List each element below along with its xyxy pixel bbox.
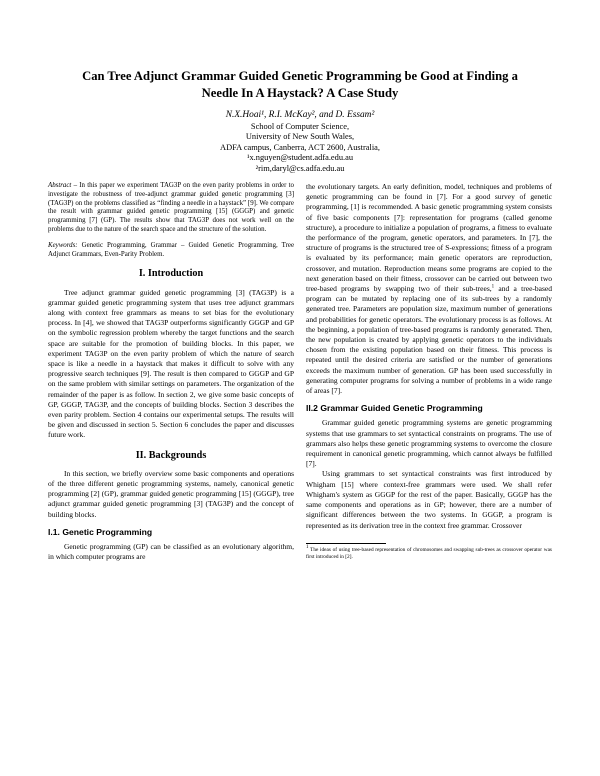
- paper-title: Can Tree Adjunct Grammar Guided Genetic Programming be Good at Finding a Needle In A Haystack? A Case Study: [82, 69, 518, 100]
- introduction-paragraph: Tree adjunct grammar guided genetic programming [3] (TAG3P) is a grammar guided genetic programming system that uses tree adjunct grammars along with context free grammars as means to set bias for the evolutionary process. In [4], we showed that TAG3P outperforms significantly GGGP and GP on the symbolic regression problem whereby the target functions and the search space are suitable for the promotion of building blocks. In this paper, we experiment TAG3P on the even parity problem of which the nature of search space is like a needle in a haystack that makes it difficult to solve with any progressive search techniques [9]. The result is then compared to GGGP and GP on the same problem with similar settings on parameters. The organization of the remainder of the paper is as follow. In section 2, we give some basic concepts of GP, GGGP, TAG3P, and the concepts of building blocks. Section 3 describes the even parity problem. Section 4 contains our experimental setups. The results will be given and discussed in section 5. Section 6 concludes the paper and discusses future work.: [48, 287, 294, 440]
- gp-paragraph-continued: the evolutionary targets. An early definition, model, techniques and problems of genetic programming can be found in [7]. For a good survey of genetic programming, [1] is recommended. A basic genetic programming system consists of five basic components [7]: representation for programs (called genome structure), a procedure to initialize a population of programs, a fitness to evaluate the performance of the program, genetic operators, and parameters. In [7], the structure of programs is the structured tree of S-expressions; fitness of a program is evaluated by its performance; main genetic operators are reproduction, crossover, and mutation. Reproduction means some programs are copied to the next generation based on their fitness, crossover can be carried out between two tree-based programs by swapping two of their sub-trees,$^1$ and a tree-based program can be mutated by replacing one of its sub-trees by a randomly generated tree. Parameters are population size, maximum number of generations and probabilities for genetic operators. The evolutionary process is as follows. At the beginning, a population of tree-based programs is randomly generated. Then, the new population is created by applying genetic operators to the individuals chosen from the existing population based on their fitness. This process is repeated until the desired criteria are satisfied or the number of generations exceeds the maximum number of generation. GP has been used successfully in generating computer programs for solving a number of problems in a wide range of areas [7].: [306, 182, 552, 396]
- gggp-paragraph: Using grammars to set syntactical constraints was first introduced by Whigham [15] where context-free grammars were used. We shall refer Whigham's system as GGGP for the rest of the paper. Basically, GGGP has the same components and operations as in GP; however, there are a number of significant differences between the two systems. In GGGP, a program is represented as its derivation tree in the context free grammar. Crossover: [306, 469, 552, 530]
- section-heading-backgrounds: II. Backgrounds: [135, 449, 207, 461]
- abstract-text: In this paper we experiment TAG3P on the even parity problems in order to investigate the robustness of tree-adjunct grammar guided genetic programming [3] (TAG3P) on the problems classified as “finding a needle in a haystack” [9]. We compare the result with grammar guided genetic programming [15] (GGGP) and genetic programming [7] (GP). The results show that TAG3P does not work well on the problems due to the nature of the search space and the structure of the solution.: [48, 182, 294, 233]
- footnote-mark: 1: [306, 544, 309, 550]
- footnote-divider: [306, 543, 386, 544]
- keywords: [48, 242, 294, 260]
- keywords-text: Genetic Programming, Grammar – Guided Genetic Programming, Tree Adjunct Grammars, Even-Parity Problem.: [48, 241, 294, 258]
- footnote-reference: 1: [491, 284, 495, 290]
- author-block: [150, 110, 450, 175]
- right-column: [306, 182, 552, 561]
- author-email: ¹x.nguyen@student.adfa.edu.au: [246, 153, 354, 163]
- gp-paragraph: Genetic programming (GP) can be classified as an evolutionary algorithm, in which computer programs are: [48, 542, 294, 562]
- affiliation-line: ADFA campus, Canberra, ACT 2600, Australia,: [220, 142, 380, 152]
- author-names: N.X.Hoai¹, R.I. McKay², and D. Essam²: [225, 110, 375, 120]
- keywords-label: Keywords:: [48, 241, 78, 249]
- affiliation-line: University of New South Wales,: [245, 132, 355, 142]
- abstract-label: Abstract –: [48, 182, 78, 189]
- footnote: [306, 544, 552, 561]
- affiliation-line: School of Computer Science,: [250, 121, 350, 131]
- subsection-heading-gggp: II.2 Grammar Guided Genetic Programming: [306, 403, 483, 414]
- author-email: ²rim,daryl@cs.adfa.edu.au: [255, 163, 345, 173]
- left-column: [48, 182, 294, 562]
- subsection-heading-gp: I.1. Genetic Programming: [48, 526, 153, 537]
- abstract: [48, 182, 294, 235]
- backgrounds-paragraph: In this section, we briefly overview some basic components and operations of the three different genetic programming systems, namely, canonical genetic programming [2] (GP), grammar guided genetic programming [15] (GGGP), tree adjunct grammar guided genetic programming [3] (TAG3P) and the concept of building blocks.: [48, 468, 294, 519]
- footnote-text: The ideas of using tree-based representation of chromosomes and swapping sub-trees as crossover operator was first introduced in [2].: [306, 546, 552, 560]
- gggp-paragraph: Grammar guided genetic programming systems are genetic programming systems that use grammars to set syntactical constraints on programs. The use of grammars also helps these genetic programming systems to overcome the closure requirement in canonical genetic programming, which cannot always be fulfilled [7].: [306, 418, 552, 469]
- section-heading-introduction: I. Introduction: [138, 268, 204, 280]
